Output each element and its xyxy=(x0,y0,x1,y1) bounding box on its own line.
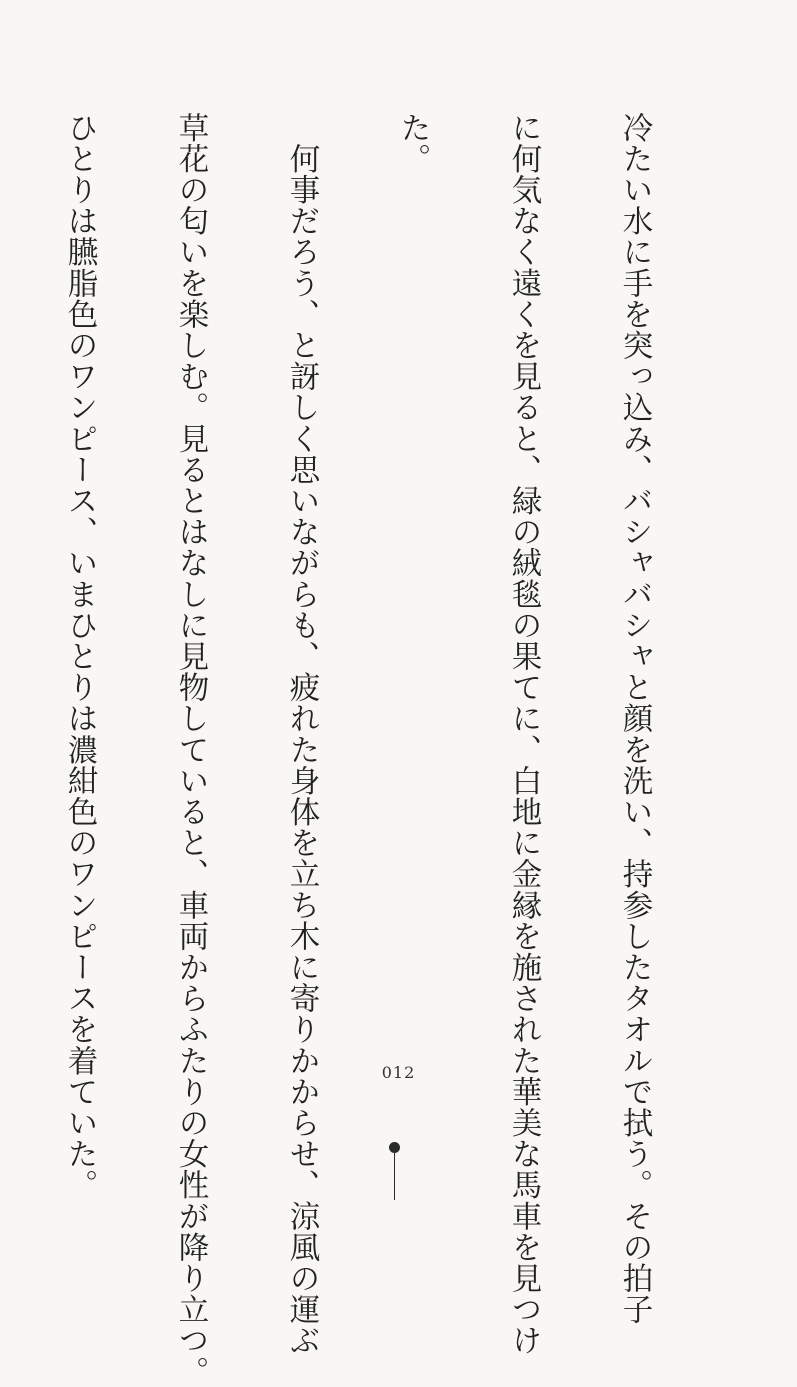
text-line: に何気なく遠くを見ると、緑の絨毯の果てに、白地に金縁を施された華美な馬車を見つけ xyxy=(506,112,541,1356)
text-line: 何事だろう、と訝しく思いながらも、疲れた身体を立ち木に寄りかからせ、涼風の運ぶ xyxy=(284,112,319,1356)
text-line: ひとりは臙脂色のワンピース、いまひとりは濃紺色のワンピースを着ていた。 xyxy=(62,112,97,1201)
text-line: た。 xyxy=(395,112,430,175)
page-number: 012 xyxy=(381,1063,416,1082)
text-line: 草花の匂いを楽しむ。見るとはなしに見物していると、車両からふたりの女性が降り立つ。 xyxy=(173,112,208,1387)
page-marker-dot xyxy=(389,1142,400,1153)
page-marker-line xyxy=(394,1153,395,1200)
text-line: 冷たい水に手を突っ込み、バシャバシャと顔を洗い、持参したタオルで拭う。その拍子 xyxy=(617,112,652,1325)
